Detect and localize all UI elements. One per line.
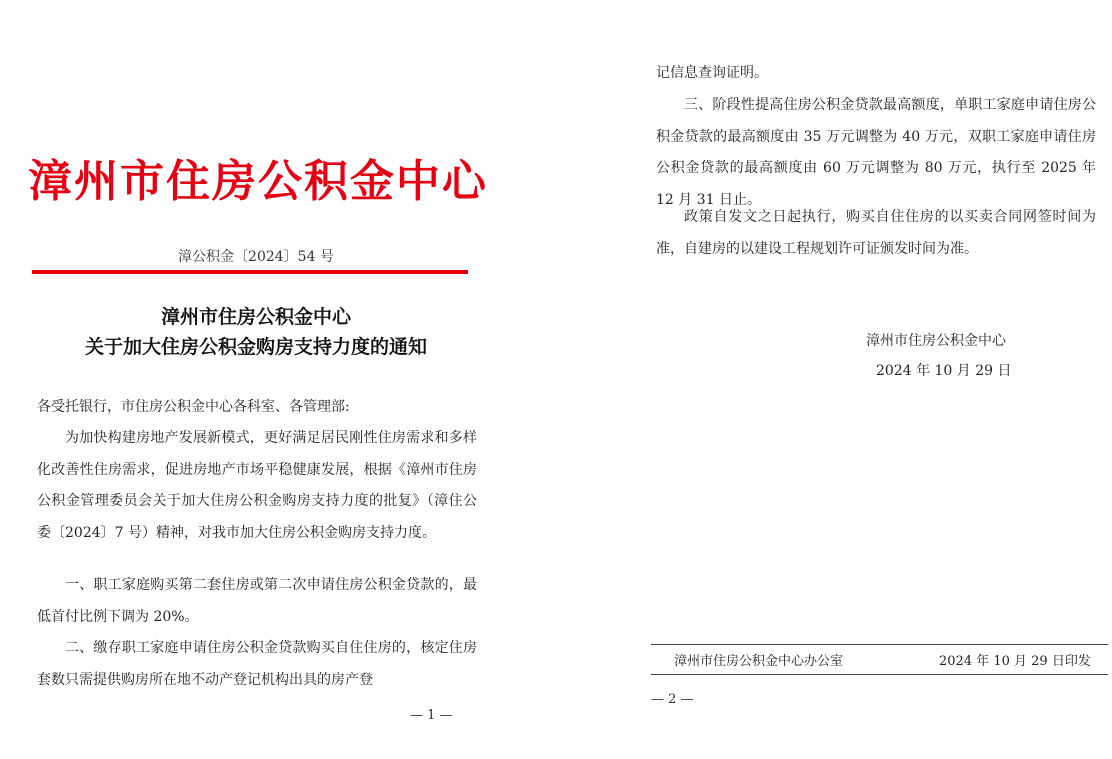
document-page-2 — [556, 0, 1112, 759]
print-info-top-rule — [651, 644, 1108, 645]
red-divider-line — [32, 270, 468, 274]
notice-title-line-1: 漳州市住房公积金中心 — [160, 306, 351, 328]
page-number-1: — 1 — — [410, 708, 453, 723]
print-date: 2024 年 10 月 29 日印发 — [939, 654, 1091, 669]
item-1-paragraph: 一、职工家庭购买第二套住房或第二次申请住房公积金贷款的，最低首付比例下调为 20%。 — [37, 577, 477, 625]
item-3-paragraph: 三、阶段性提高住房公积金贷款最高额度，单职工家庭申请住房公积金贷款的最高额度由 35 万元调整为 40 万元，双职工家庭申请住房公积金贷款的最高额度由 60 万元调整为 80 万元，执行至 2025 年 12 月 31 日止。 — [656, 97, 1096, 209]
print-info-bottom-rule — [651, 674, 1108, 675]
signature-date: 2024 年 10 月 29 日 — [876, 363, 1012, 379]
notice-title-line-2: 关于加大住房公积金购房支持力度的通知 — [84, 336, 427, 358]
page-number-2: — 2 — — [651, 692, 694, 707]
item-2-paragraph: 二、缴存职工家庭申请住房公积金贷款购买自住住房的，核定住房套数只需提供购房所在地不动产登记机构出具的房产登 — [37, 640, 477, 688]
effective-date-paragraph: 政策自发文之日起执行，购买自住住房的以买卖合同网签时间为准，自建房的以建设工程规划许可证颁发时间为准。 — [656, 209, 1096, 257]
print-issuer: 漳州市住房公积金中心办公室 — [674, 654, 844, 669]
item-2-continuation: 记信息查询证明。 — [656, 65, 768, 81]
issuer-header: 漳州市住房公积金中心 — [28, 156, 488, 207]
signature-organization: 漳州市住房公积金中心 — [866, 333, 1006, 349]
document-number: 漳公积金〔2024〕54 号 — [178, 249, 334, 265]
intro-paragraph: 为加快构建房地产发展新模式，更好满足居民刚性住房需求和多样化改善性住房需求，促进房地产市场平稳健康发展，根据《漳州市住房公积金管理委员会关于加大住房公积金购房支持力度的批复》（漳住公委〔2024〕7 号）精神，对我市加大住房公积金购房支持力度。 — [37, 430, 477, 542]
salutation: 各受托银行，市住房公积金中心各科室、各管理部: — [37, 399, 350, 415]
